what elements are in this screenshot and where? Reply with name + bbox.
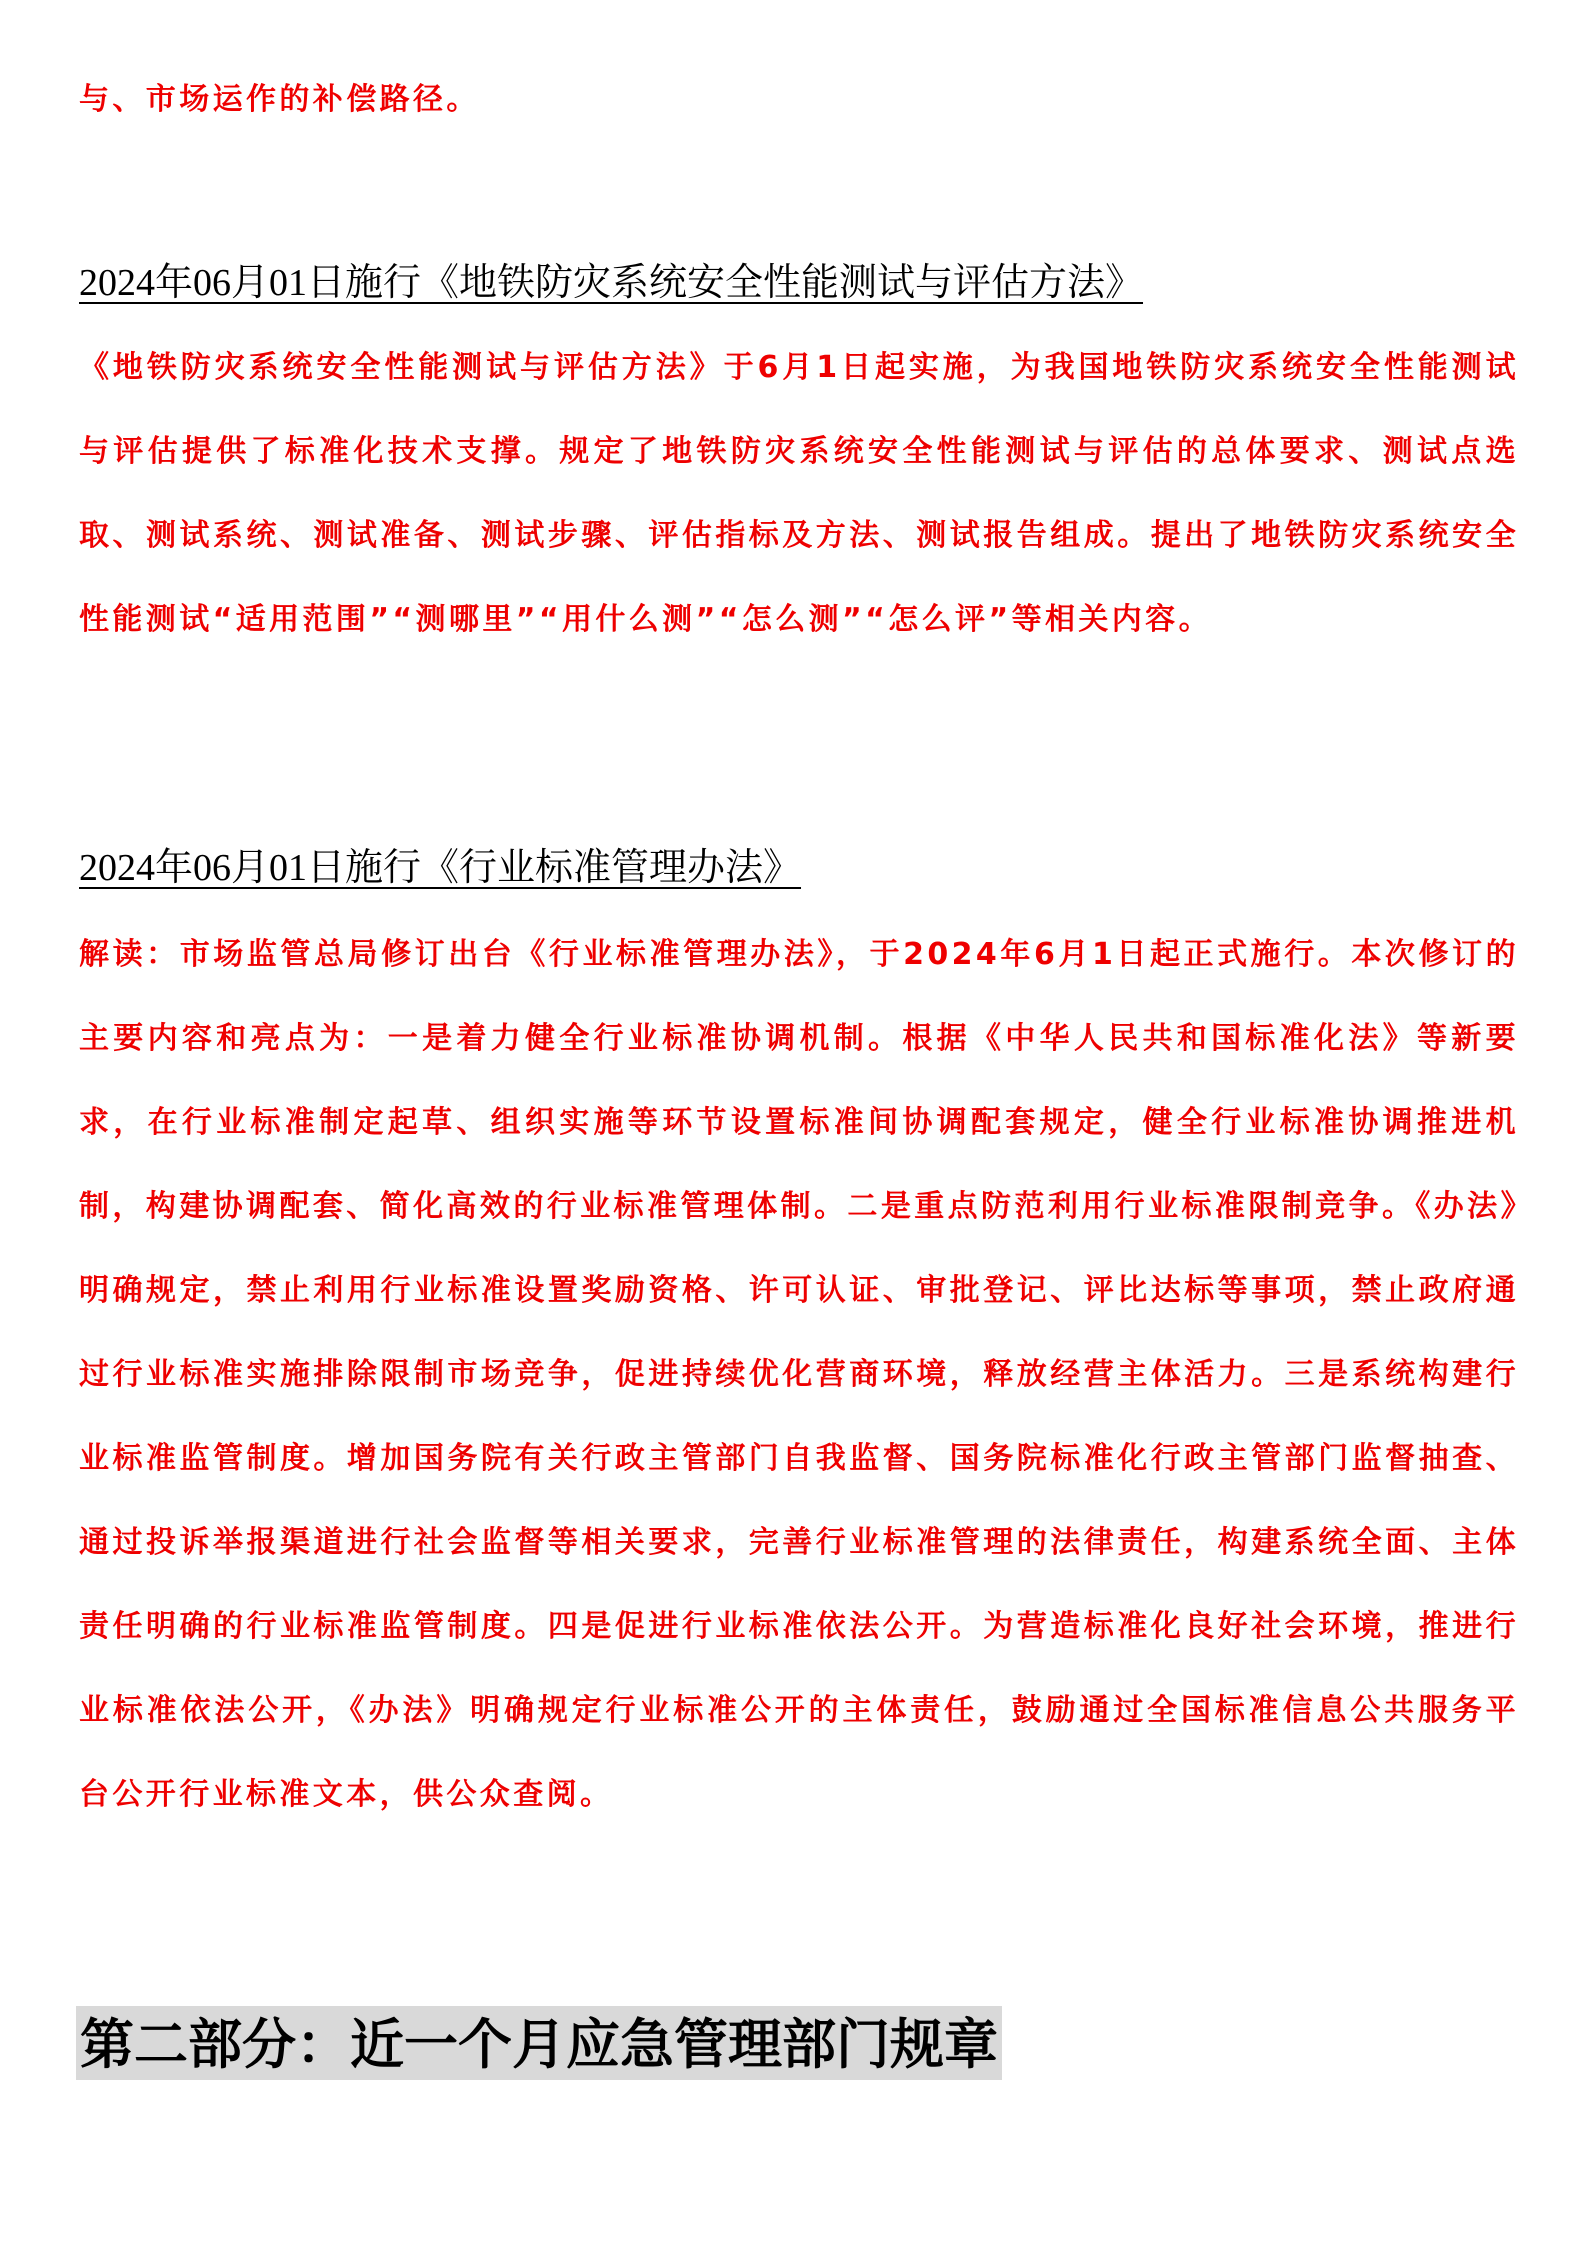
intro-paragraph: 与、市场运作的补偿路径。 — [79, 82, 480, 117]
section-body-metro-disaster-prevention: 《地铁防灾系统安全性能测试与评估方法》于6月1日起实施，为我国地铁防灾系统安全性能测试与评估提供了标准化技术支撑。规定了地铁防灾系统安全性能测试与评估的总体要求、测试点选取、测试系统、测试准备、测试步骤、评估指标及方法、测试报告组成。提出了地铁防灾系统安全性能测试“适用范围”“测哪里”“用什么测”“怎么测”“怎么评”等相关内容。 — [79, 350, 1519, 637]
part-title: 第二部分：近一个月应急管理部门规章 — [76, 2006, 1002, 2080]
section-body-industry-standard-management: 解读：市场监管总局修订出台《行业标准管理办法》，于2024年6月1日起正式施行。本次修订的主要内容和亮点为：一是着力健全行业标准协调机制。根据《中华人民共和国标准化法》等新要求，在行业标准制定起草、组织实施等环节设置标准间协调配套规定，健全行业标准协调推进机制，构建协调配套、简化高效的行业标准管理体制。二是重点防范利用行业标准限制竞争。《办法》明确规定，禁止利用行业标准设置奖励资格、许可认证、审批登记、评比达标等事项，禁止政府通过行业标准实施排除限制市场竞争，促进持续优化营商环境，释放经营主体活力。三是系统构建行业标准监管制度。增加国务院有关行政主管部门自我监督、国务院标准化行政主管部门监督抽查、通过投诉举报渠道进行社会监督等相关要求，完善行业标准管理的法律责任，构建系统全面、主体责任明确的行业标准监管制度。四是促进行业标准依法公开。为营造标准化良好社会环境，推进行业标准依法公开，《办法》明确规定行业标准公开的主体责任，鼓励通过全国标准信息公共服务平台公开行业标准文本，供公众查阅。 — [79, 937, 1519, 1812]
section-heading-industry-standard-management: 2024年06月01日施行《行业标准管理办法》 — [79, 847, 802, 889]
section-heading-metro-disaster-prevention: 2024年06月01日施行《地铁防灾系统安全性能测试与评估方法》 — [79, 262, 1144, 304]
